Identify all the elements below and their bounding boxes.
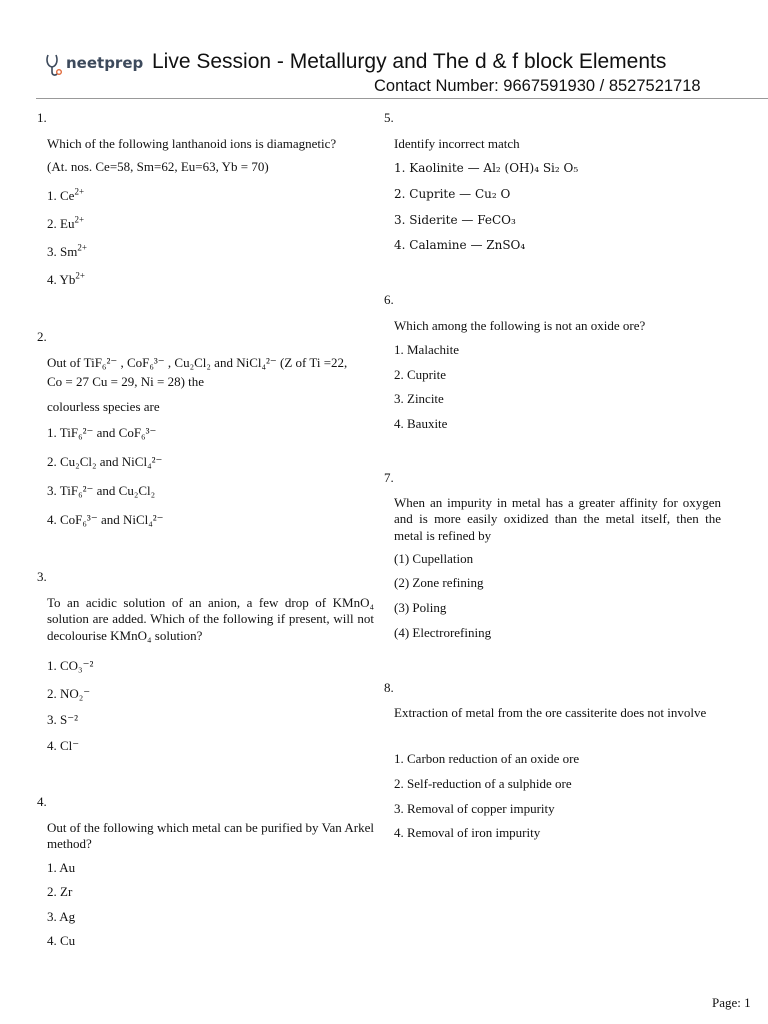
question-stem: Identify incorrect match [394,136,520,151]
question-stem: Which among the following is not an oxide ore? [394,318,646,333]
answer-option[interactable]: 2. Cuprite — Cu₂ O [394,187,511,201]
answer-option[interactable]: 2. Self-reduction of a sulphide ore [394,776,572,791]
answer-option[interactable]: (2) Zone refining [394,575,484,590]
answer-option[interactable]: 3. Ag [47,909,76,924]
question-number: 7. [384,470,394,485]
answer-option[interactable]: (4) Electrorefining [394,625,492,640]
answer-option[interactable]: 1. Kaolinite — Al₂ (OH)₄ Si₂ O₅ [394,161,579,175]
option-text: 2. Eu [47,216,75,231]
question-stem: To an acidic solution of an anion, a few drop of KMnO₄ solution are added. Which of the following if present, will not decolourise KMnO₄ solution? [47,595,374,643]
page-number: Page: 1 [712,995,751,1010]
question-5 [384,110,724,260]
question-number: 3. [37,569,47,584]
question-3 [37,569,377,769]
answer-option[interactable] [47,216,84,232]
answer-option[interactable] [47,244,87,260]
logo-text: neetprep [66,54,144,72]
question-number: 5. [384,110,394,125]
question-number: 8. [384,680,394,695]
answer-option[interactable]: 4. Bauxite [394,416,448,431]
answer-option[interactable]: 4. CoF₆³⁻ and NiCl₄²⁻ [47,512,164,527]
question-number: 2. [37,329,47,344]
question-stem-line: Co = 27 Cu = 29, Ni = 28) the [47,374,205,389]
answer-option[interactable]: 3. S⁻² [47,712,78,727]
answer-option[interactable]: 3. Zincite [394,391,444,406]
answer-option[interactable]: 1. Carbon reduction of an oxide ore [394,751,580,766]
question-7 [384,470,724,645]
answer-option[interactable]: (1) Cupellation [394,551,474,566]
answer-option[interactable]: 4. Cu [47,933,76,948]
option-superscript: 2+ [77,242,87,253]
answer-option[interactable]: 4. Removal of iron impurity [394,825,541,840]
question-6 [384,292,724,432]
option-superscript: 2+ [74,186,85,197]
question-number: 1. [37,110,47,125]
answer-option[interactable]: 2. Cuprite [394,367,446,382]
contact-number: Contact Number: 9667591930 / 8527521718 [374,77,701,95]
question-number: 6. [384,292,394,307]
page-header [0,0,768,100]
neetprep-logo [44,52,144,78]
question-stem: Extraction of metal from the ore cassiterite does not involve [394,705,707,720]
question-8 [384,680,724,850]
question-stem-line: Which of the following lanthanoid ions is diamagnetic? [47,136,337,151]
option-superscript: 2+ [74,214,85,225]
stethoscope-icon [44,52,66,78]
answer-option[interactable]: 3. Siderite — FeCO₃ [394,213,516,227]
option-text: 4. Yb [47,272,76,287]
page-title: Live Session - Metallurgy and The d & f block Elements [152,50,667,73]
answer-option[interactable]: 2. Cu₂Cl₂ and NiCl₄²⁻ [47,454,163,469]
question-number: 4. [37,794,47,809]
answer-option[interactable]: 1. Malachite [394,342,459,357]
option-text: 3. Sm [47,244,78,259]
answer-option[interactable]: (3) Poling [394,600,447,615]
question-stem-line: Out of TiF₆²⁻ , CoF₆³⁻ , Cu₂Cl₂ and NiCl₄²⁻ (Z of Ti =22, [47,355,348,370]
answer-option[interactable]: 1. Au [47,860,76,875]
answer-option[interactable]: 3. Removal of copper impurity [394,801,555,816]
question-1 [37,110,377,300]
answer-option[interactable] [47,272,85,288]
question-stem: Out of the following which metal can be purified by Van Arkel method? [47,820,374,852]
question-stem: When an impurity in metal has a greater affinity for oxygen and is more easily oxidized than the metal itself, then the metal is refined by [394,495,721,543]
question-stem-line: colourless species are [47,399,160,414]
question-2 [37,329,377,539]
question-stem-line: (At. nos. Ce=58, Sm=62, Eu=63, Yb = 70) [47,159,269,174]
option-text: 1. Ce [47,188,75,203]
answer-option[interactable]: 2. NO₂⁻ [47,686,91,701]
answer-option[interactable]: 1. CO₃⁻² [47,658,94,673]
answer-option[interactable]: 2. Zr [47,884,73,899]
answer-option[interactable]: 3. TiF₆²⁻ and Cu₂Cl₂ [47,483,156,498]
answer-option[interactable]: 1. TiF₆²⁻ and CoF₆³⁻ [47,425,157,440]
header-divider [36,98,768,99]
question-4 [37,794,377,954]
answer-option[interactable] [47,188,84,204]
option-superscript: 2+ [75,270,85,281]
answer-option[interactable]: 4. Calamine — ZnSO₄ [394,238,526,252]
answer-option[interactable]: 4. Cl⁻ [47,738,80,753]
